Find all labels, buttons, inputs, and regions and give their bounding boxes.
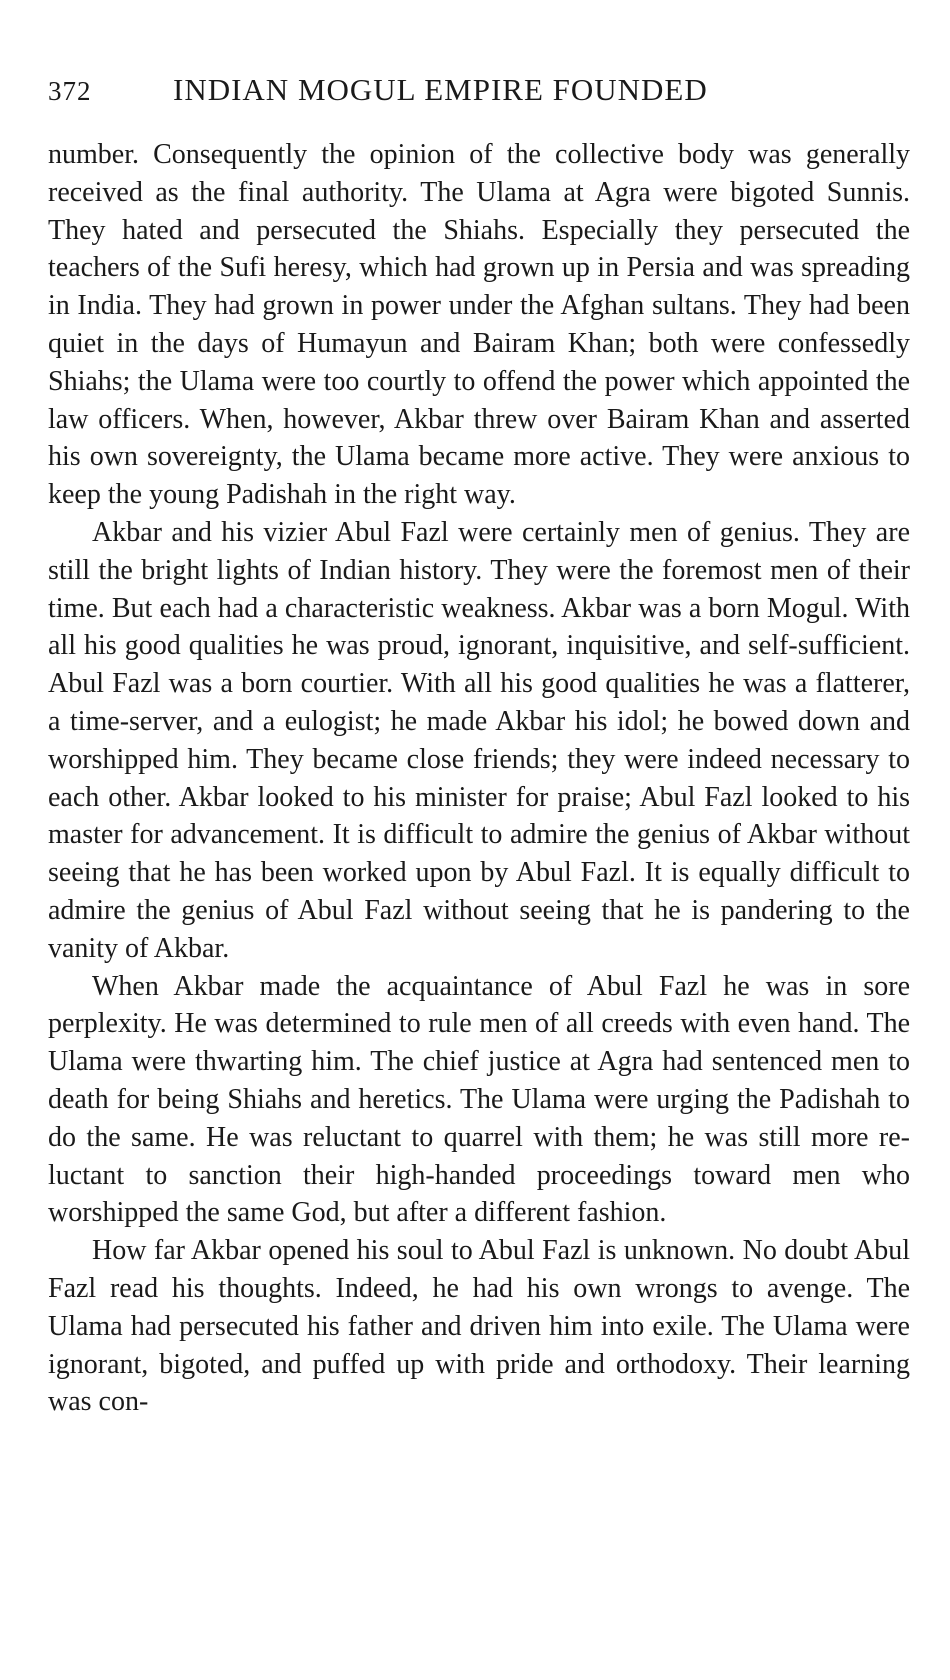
running-head — [48, 72, 908, 116]
paragraph-akbar-perplexity: When Akbar made the acquaintance of Abul Fazl he was in sore perplexity. He was determined to rule men of all creeds with even hand. The Ulama were thwarting him. The chief justice at Agra had sentenced men to death for being Shiahs and heretics. The Ulama were urging the Padishah to do the same. He was reluctant to quarrel with them; he was still more reluctant to sanction their high-handed proceedings toward men who worshipped the same God, but after a different fashion. — [48, 970, 910, 1229]
body-text — [48, 136, 910, 1421]
paragraph-ulama-authority: number. Consequently the opinion of the collective body was generally received as the final authority. The Ulama at Agra were bigoted Sunnis. They hated and persecuted the Shiahs. Especially they persecuted the teachers of the Sufi heresy, which had grown up in Persia and was spreading in India. They had grown in power under the Afghan sultans. They had been quiet in the days of Humayun and Bairam Khan; both were confessedly Shiahs; the Ulama were too courtly to offend the power which appointed the law officers. When, however, Akbar threw over Bairam Khan and asserted his own sovereignty, the Ulama became more active. They were anxious to keep the young Padishah in the right way. — [48, 139, 910, 511]
paragraph-akbar-abul-fazl: Akbar and his vizier Abul Fazl were certainly men of genius. They are still the bright lights of Indian history. They were the foremost men of their time. But each had a characteristic weakness. Akbar was a born Mogul. With all his good qualities he was proud, ignorant, inquisitive, and self-sufficient. Abul Fazl was a born courtier. With all his good qualities he was a flatterer, a time-server, and a eulogist; he made Akbar his idol; he bowed down and worshipped him. They became close friends; they were indeed necessary to each other. Akbar looked to his minister for praise; Abul Fazl looked to his master for advancement. It is difficult to admire the genius of Akbar without seeing that he has been worked upon by Abul Fazl. It is equally difficult to admire the genius of Abul Fazl without seeing that he is pandering to the vanity of Akbar. — [48, 516, 910, 964]
page-number: 372 — [48, 76, 92, 106]
running-title: INDIAN MOGUL EMPIRE FOUNDED — [173, 72, 708, 107]
paragraph-abul-fazl-thoughts: How far Akbar opened his soul to Abul Fazl is unknown. No doubt Abul Fazl read his thoughts. Indeed, he had his own wrongs to avenge. The Ulama had persecuted his father and driven him into exile. The Ulama were ignorant, bigoted, and puffed up with pride and orthodoxy. Their learning was con- — [48, 1235, 910, 1418]
